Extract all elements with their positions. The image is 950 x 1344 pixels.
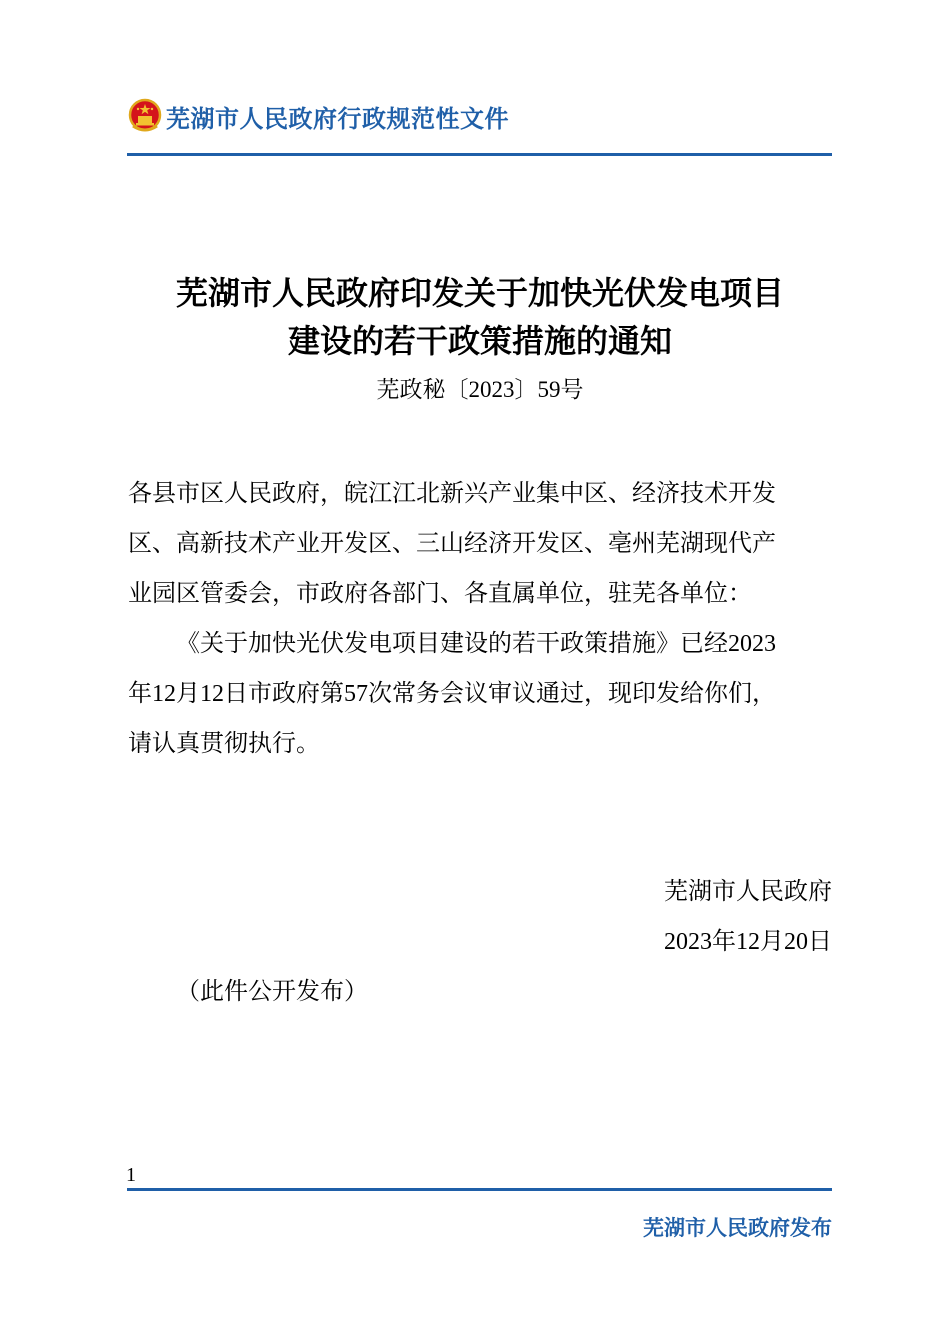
body-month: 12 xyxy=(152,681,176,707)
body-paragraph-line-2 xyxy=(128,673,776,708)
issue-year-suffix: 年 xyxy=(712,927,736,955)
publication-note: （此件公开发布） xyxy=(176,977,368,1005)
issue-day-suffix: 日 xyxy=(808,927,832,955)
body-text: 日市政府第 xyxy=(224,679,344,707)
page-number: 1 xyxy=(126,1164,136,1186)
body-text: 月 xyxy=(176,679,200,707)
issue-month: 12 xyxy=(736,929,760,955)
body-paragraph-line-3: 请认真贯彻执行。 xyxy=(128,729,320,757)
body-session-number: 57 xyxy=(344,681,368,707)
document-title-line-1: 芜湖市人民政府印发关于加快光伏发电项目 xyxy=(175,274,784,312)
body-text: 次常务会议审议通过，现印发给你们， xyxy=(368,679,776,707)
issue-month-suffix: 月 xyxy=(760,927,784,955)
header-title: 芜湖市人民政府行政规范性文件 xyxy=(166,104,509,133)
footer-publisher: 芜湖市人民政府发布 xyxy=(643,1216,832,1240)
addressee-line-2: 区、高新技术产业开发区、三山经济开发区、亳州芜湖现代产 xyxy=(128,529,776,557)
document-header xyxy=(128,98,509,134)
body-text: 《关于加快光伏发电项目建设的若干政策措施》已经 xyxy=(176,629,728,657)
national-emblem-icon xyxy=(128,98,162,134)
footer-divider xyxy=(127,1188,832,1191)
body-paragraph-line-1 xyxy=(176,623,776,658)
document-number: 芜政秘〔2023〕59号 xyxy=(376,377,584,402)
header-divider xyxy=(127,153,832,156)
issue-day: 20 xyxy=(784,929,808,955)
body-year: 2023 xyxy=(728,631,776,657)
body-day: 12 xyxy=(200,681,224,707)
addressee-line-1: 各县市区人民政府，皖江江北新兴产业集中区、经济技术开发 xyxy=(128,479,776,507)
issuer-signature: 芜湖市人民政府 xyxy=(664,877,832,905)
issue-date xyxy=(664,921,832,956)
addressee-line-3: 业园区管委会，市政府各部门、各直属单位，驻芜各单位： xyxy=(128,579,752,607)
document-title-line-2: 建设的若干政策措施的通知 xyxy=(287,322,672,360)
body-text: 年 xyxy=(128,679,152,707)
issue-year: 2023 xyxy=(664,929,712,955)
